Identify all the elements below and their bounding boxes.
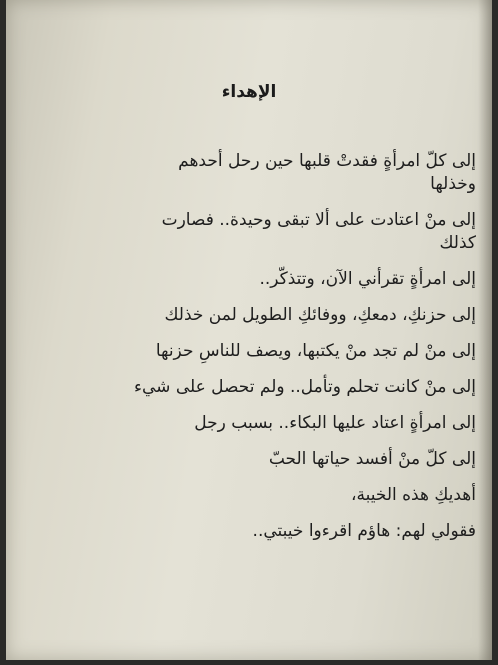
paragraph-gap — [36, 399, 476, 412]
dedication-line: إلى كلّ منْ أفسد حياتها الحبّ — [268, 449, 476, 469]
dedication-line: إلى كلّ امرأةٍ فقدتْ قلبها حين رحل أحدهم — [178, 151, 476, 171]
dedication-line: إلى حزنكِ، دمعكِ، ووفائكِ الطويل لمن خذلك — [164, 305, 476, 325]
page-title: الإهداء — [221, 82, 277, 102]
paragraph-gap — [36, 291, 476, 304]
book-page — [6, 0, 492, 660]
paragraph-gap — [36, 363, 476, 376]
paragraph-gap — [36, 471, 476, 484]
paragraph-gap — [36, 435, 476, 448]
dedication-text — [36, 150, 476, 543]
paragraph-gap — [36, 255, 476, 268]
dedication-line: إلى منْ لم تجد منْ يكتبها، ويصف للناسِ حزنها — [155, 341, 476, 361]
dedication-line: إلى منْ كانت تحلم وتأمل.. ولم تحصل على شيء — [134, 377, 476, 397]
dedication-line: إلى امرأةٍ اعتاد عليها البكاء.. بسبب رجل — [194, 413, 476, 433]
dedication-line: كذلك — [439, 233, 476, 253]
paragraph-gap — [36, 507, 476, 520]
dedication-line: أهديكِ هذه الخيبة، — [350, 485, 476, 505]
paragraph-gap — [36, 196, 476, 209]
dedication-line: إلى منْ اعتادت على ألا تبقى وحيدة.. فصارت — [161, 210, 476, 230]
paragraph-gap — [36, 327, 476, 340]
dedication-line: وخذلها — [430, 174, 476, 194]
dedication-line: فقولي لهم: هاؤم اقرءوا خيبتي.. — [252, 521, 476, 541]
dedication-line: إلى امرأةٍ تقرأني الآن، وتتذكّر.. — [259, 269, 476, 289]
